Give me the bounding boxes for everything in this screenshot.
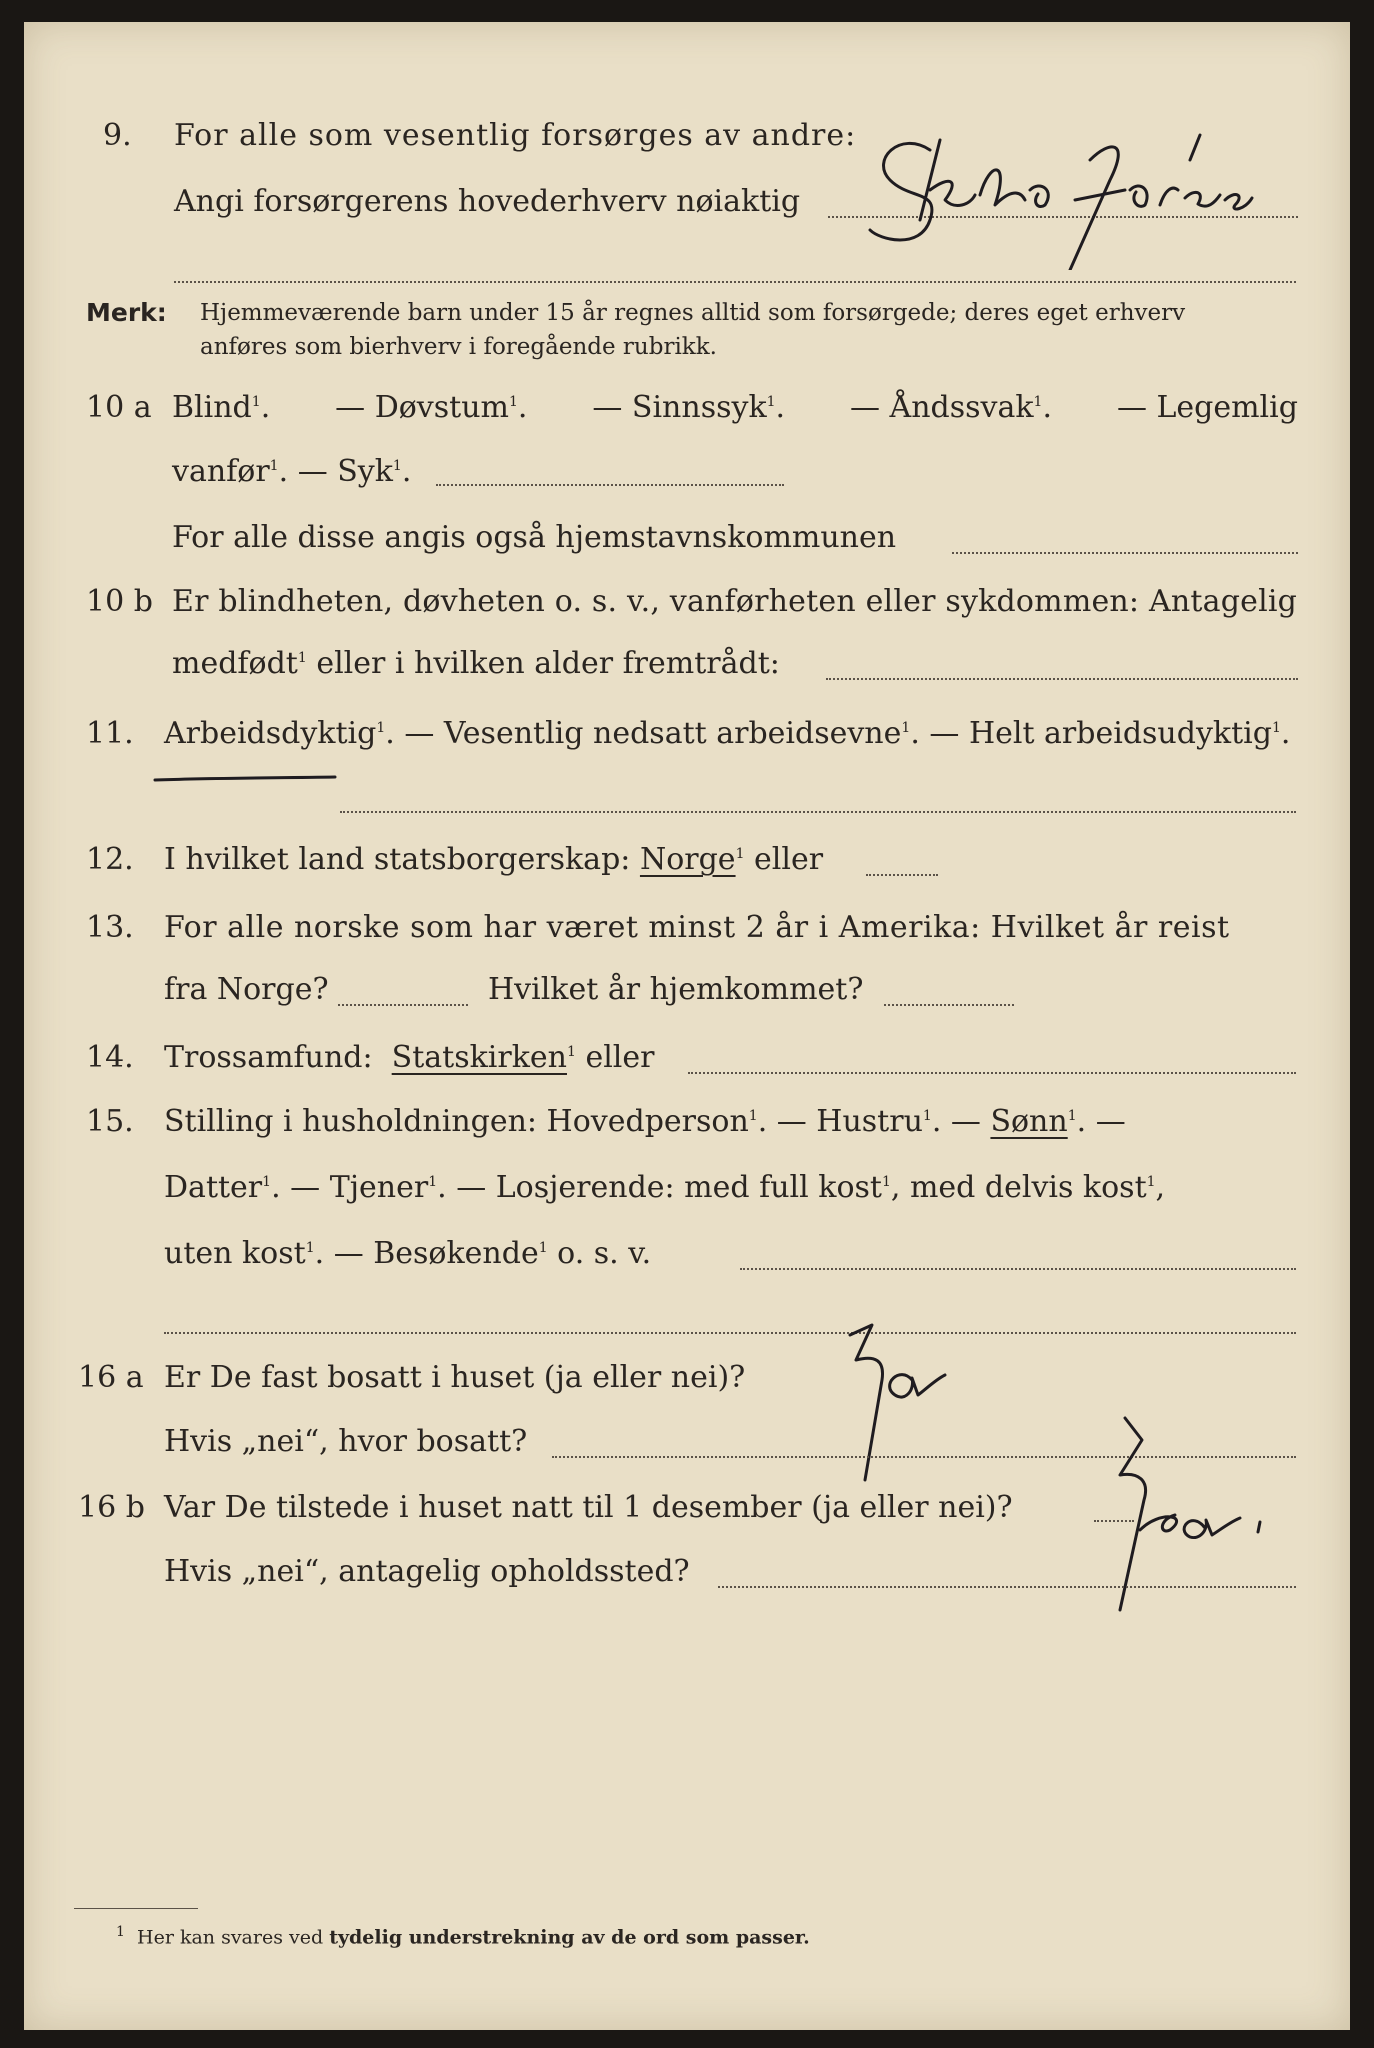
q15-line1: Stilling i husholdningen: Hovedperson$^1$. — Hustru$^1$. — Sønn$^1$. —	[164, 1104, 1126, 1139]
q16b-answer-handwriting	[1080, 1410, 1290, 1620]
q11-number: 11.	[86, 716, 134, 751]
q10a-option-legemlig: — Legemlig	[1116, 390, 1298, 425]
q13-number: 13.	[86, 910, 134, 945]
q15-number: 15.	[86, 1104, 134, 1139]
q15-line3: uten kost$^1$. — Besøkende$^1$ o. s. v.	[164, 1236, 652, 1271]
q16a-line2: Hvis „nei“, hvor bosatt?	[164, 1424, 528, 1459]
footnote-mark: 1	[116, 1924, 125, 1940]
q13-line2b: Hvilket år hjemkommet?	[488, 972, 864, 1007]
q11-option-nedsatt: — Vesentlig nedsatt arbeidsevne$^1$.	[404, 716, 920, 751]
q11-line	[164, 716, 1290, 751]
merk-line1: Hjemmeværende barn under 15 år regnes alltid som forsørgede; deres eget erhverv	[200, 300, 1186, 326]
footnote: $^1$ Her kan svares ved tydelig understrekning av de ord som passer.	[116, 1924, 810, 1949]
q13-line1: For alle norske som har været minst 2 år i Amerika: Hvilket år reist	[164, 910, 1230, 945]
q10a-option-andssvak: — Åndssvak$^1$.	[850, 390, 1053, 425]
q10a-option-sinnssyk: — Sinnssyk$^1$.	[592, 390, 786, 425]
q16b-number: 16 b	[78, 1490, 145, 1525]
q16b-line1: Var De tilstede i huset natt til 1 desember (ja eller nei)?	[164, 1490, 1013, 1525]
q10a-line1	[172, 390, 1298, 425]
q9-extra-line	[174, 281, 1296, 283]
q15-extra-line	[164, 1332, 1296, 1334]
q11-option-arbeidsdyktig: Arbeidsdyktig$^1$.	[164, 716, 395, 751]
q9-number: 9.	[103, 118, 132, 153]
q12-number: 12.	[86, 842, 134, 877]
q12-leader	[866, 874, 938, 876]
q9-answer-handwriting	[860, 120, 1260, 270]
footnote-separator	[74, 1908, 198, 1909]
q10b-line1: Er blindheten, døvheten o. s. v., vanførheten eller sykdommen: Antagelig	[172, 584, 1298, 619]
q14-number: 14.	[86, 1040, 134, 1075]
q10a-option-syk: — Syk$^1$.	[297, 454, 412, 489]
q10a-line2-leader	[436, 484, 784, 486]
q13-year-home-leader	[884, 1004, 1014, 1006]
q10a-line3: For alle disse angis også hjemstavnskommunen	[172, 520, 897, 555]
q14-option-statskirken-underlined: Statskirken	[391, 1040, 567, 1075]
q13-line2a: fra Norge?	[164, 972, 329, 1007]
q10a-line2	[172, 454, 411, 489]
q10a-option-blind: Blind$^1$.	[172, 390, 271, 425]
q11-option-udyktig: — Helt arbeidsudyktig$^1$.	[929, 716, 1291, 751]
merk-line2: anføres som bierhverv i foregående rubrikk.	[200, 334, 717, 360]
q14-line: Trossamfund: Statskirken$^1$ eller	[164, 1040, 655, 1075]
q12-option-norge-underlined: Norge	[639, 842, 736, 877]
q15-option-sonn-underlined: Sønn	[990, 1104, 1068, 1139]
merk-label: Merk:	[86, 298, 167, 327]
q9-line1: For alle som vesentlig forsørges av andre:	[174, 118, 857, 153]
q10a-line3-leader	[952, 552, 1298, 554]
q10b-line2: medfødt$^1$ eller i hvilken alder fremtrådt:	[172, 646, 780, 681]
q9-line2: Angi forsørgerens hovederhverv nøiaktig	[174, 184, 801, 219]
q10a-option-vanfor: vanfør$^1$.	[172, 454, 289, 489]
q10a-option-dovstum: — Døvstum$^1$.	[335, 390, 528, 425]
q16b-line2: Hvis „nei“, antagelig opholdssted?	[164, 1554, 690, 1589]
q16a-number: 16 a	[78, 1360, 144, 1395]
q14-leader	[688, 1072, 1296, 1074]
q15-line2: Datter$^1$. — Tjener$^1$. — Losjerende: med full kost$^1$, med delvis kost$^1$,	[164, 1170, 1166, 1205]
q16a-answer-handwriting	[820, 1310, 990, 1490]
q10a-number: 10 a	[86, 390, 152, 425]
q13-year-left-leader	[338, 1004, 468, 1006]
q16b-line2-leader	[718, 1586, 1296, 1588]
q10b-line2-leader	[826, 678, 1298, 680]
q15-leader	[740, 1268, 1296, 1270]
q10b-number: 10 b	[86, 584, 153, 619]
q11-handwritten-mark	[150, 770, 340, 790]
q11-extra-line	[340, 811, 1296, 813]
q12-line: I hvilket land statsborgerskap: Norge$^1$ eller	[164, 842, 824, 877]
q16a-line1: Er De fast bosatt i huset (ja eller nei)?	[164, 1360, 746, 1395]
